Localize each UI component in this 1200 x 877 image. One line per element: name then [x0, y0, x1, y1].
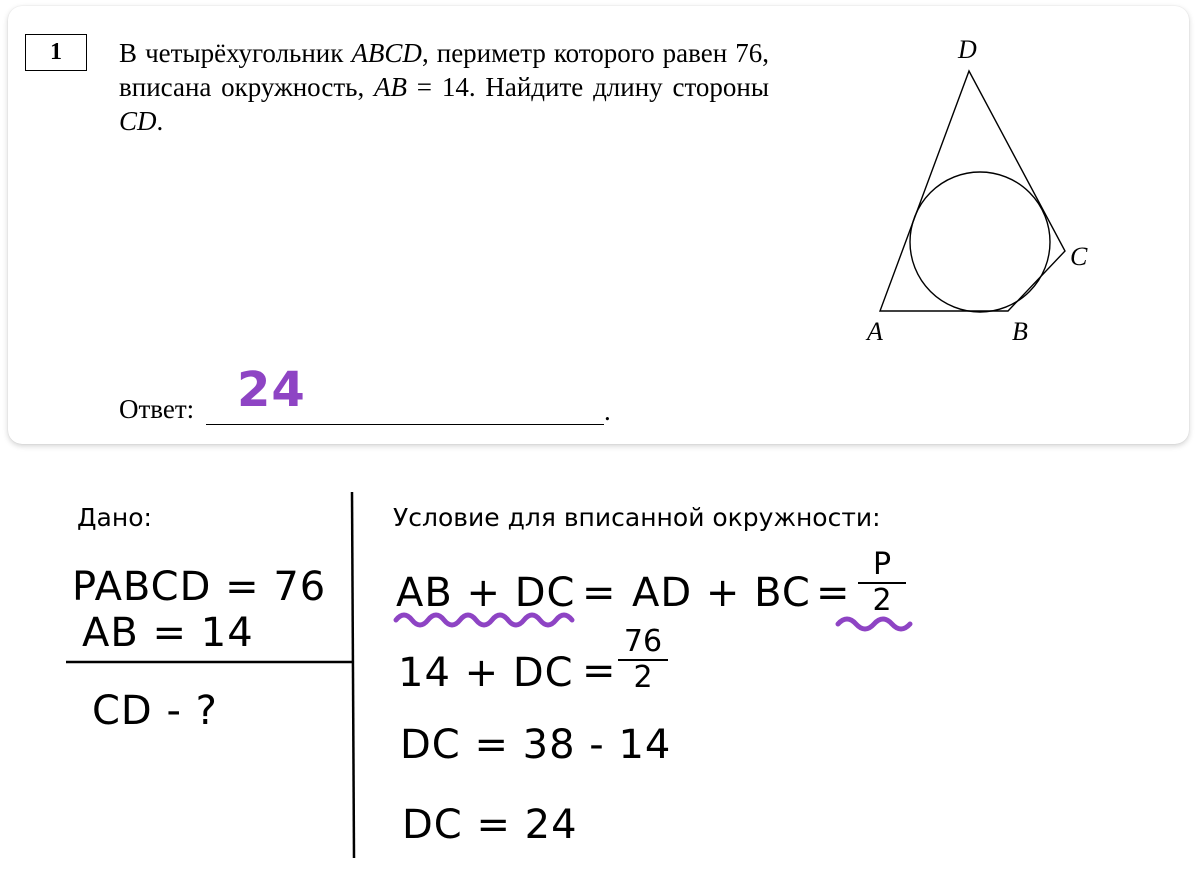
- problem-text-part: ABCD: [351, 38, 422, 68]
- eq4: DC = 24: [402, 802, 578, 848]
- vertical-divider: [352, 492, 354, 858]
- problem-text-part: CD: [119, 106, 157, 136]
- fraction-p-over-2: [858, 549, 906, 617]
- eq1-left: AB + DC: [396, 570, 576, 616]
- vertex-label-c: C: [1070, 242, 1088, 271]
- eq2-equals: =: [582, 648, 617, 694]
- problem-text-part: , периметр которого равен 76, вписана окружность,: [119, 38, 769, 102]
- eq1-equals: =: [582, 570, 617, 616]
- problem-text-part: = 14. Найдите длину стороны: [407, 72, 769, 102]
- eq3: DC = 38 - 14: [400, 722, 672, 768]
- underline-wave-left: [396, 615, 572, 625]
- problem-text-part: В четырёхугольник: [119, 38, 352, 68]
- underline-wave-right: [838, 619, 910, 629]
- vertex-label-a: A: [867, 317, 883, 346]
- answer-label: Ответ:: [119, 394, 195, 424]
- fraction-76-over-2: [618, 626, 668, 694]
- given-perimeter: PABCD = 76: [72, 564, 327, 610]
- answer-value: 24: [237, 362, 306, 418]
- problem-text-part: AB: [374, 72, 407, 102]
- eq2-left: 14 + DC: [398, 650, 574, 696]
- answer-end: .: [604, 396, 611, 426]
- fraction-denominator: 2: [872, 583, 892, 618]
- vertex-label-d: D: [958, 35, 977, 64]
- fraction-numerator: 76: [623, 624, 663, 659]
- task-number: 1: [25, 34, 87, 71]
- fraction-numerator: P: [872, 547, 892, 582]
- problem-text-part: .: [156, 106, 164, 136]
- eq1-equals-2: =: [816, 570, 851, 616]
- fraction-denominator: 2: [633, 660, 653, 695]
- given-ab: AB = 14: [82, 610, 254, 656]
- condition-title: Условие для вписанной окружности:: [393, 503, 881, 532]
- eq1-middle: AD + BC: [632, 570, 811, 616]
- vertex-label-b: B: [1012, 317, 1028, 346]
- find-cd: CD - ?: [92, 688, 218, 734]
- given-title: Дано:: [77, 503, 152, 532]
